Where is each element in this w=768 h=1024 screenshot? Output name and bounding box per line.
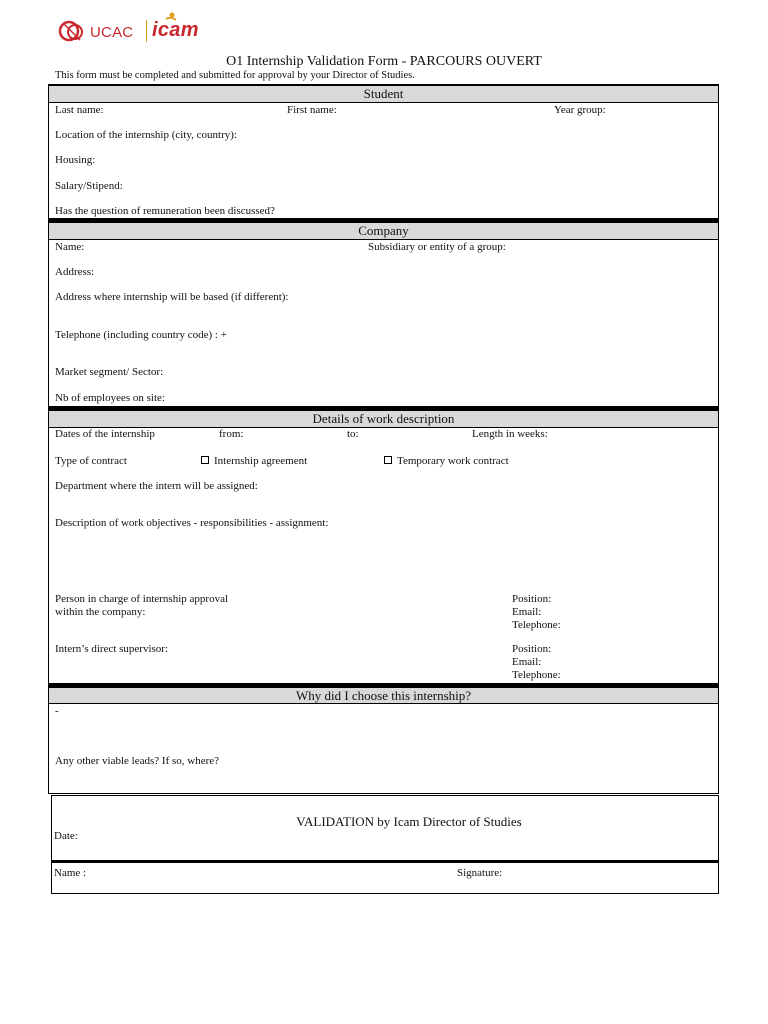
- supervisor-email-field[interactable]: Email:: [512, 656, 542, 668]
- last-name-field[interactable]: Last name:: [55, 104, 104, 116]
- internship-dates-label: Dates of the internship: [55, 428, 155, 440]
- validation-date-field[interactable]: Date:: [54, 830, 78, 842]
- internship-location-field[interactable]: Location of the internship (city, country):: [55, 129, 237, 141]
- salary-field[interactable]: Salary/Stipend:: [55, 180, 123, 192]
- approval-telephone-field[interactable]: Telephone:: [512, 619, 561, 631]
- signature-field[interactable]: Signature:: [457, 867, 503, 879]
- student-section: [48, 84, 719, 219]
- supervisor-field[interactable]: Intern’s direct supervisor:: [55, 643, 169, 655]
- objectives-field[interactable]: Description of work objectives - responsibilities - assignment:: [55, 517, 329, 529]
- contract-type-label: Type of contract: [55, 455, 127, 467]
- housing-field[interactable]: Housing:: [55, 154, 96, 166]
- approval-position-field[interactable]: Position:: [512, 593, 552, 605]
- form-title: O1 Internship Validation Form - PARCOURS OUVERT: [226, 54, 542, 69]
- date-to-field[interactable]: to:: [347, 428, 359, 440]
- internship-address-field[interactable]: Address where internship will be based (if different):: [55, 291, 289, 303]
- company-name-field[interactable]: Name:: [55, 241, 85, 253]
- logo-divider: [146, 20, 147, 42]
- remuneration-field[interactable]: Has the question of remuneration been discussed?: [55, 205, 275, 217]
- logo-ucac-text: UCAC: [90, 24, 134, 41]
- validation-heading: VALIDATION by Icam Director of Studies: [296, 814, 522, 829]
- market-sector-field[interactable]: Market segment/ Sector:: [55, 366, 164, 378]
- logo-icam-text: icam: [152, 19, 199, 41]
- divider: [51, 860, 719, 863]
- ucac-emblem-icon: [58, 14, 88, 48]
- length-weeks-field[interactable]: Length in weeks:: [472, 428, 548, 440]
- internship-agreement-label: Internship agreement: [214, 455, 308, 467]
- internship-agreement-option[interactable]: [201, 455, 307, 467]
- checkbox-icon[interactable]: [201, 456, 209, 464]
- temporary-contract-label: Temporary work contract: [397, 455, 509, 467]
- why-answer-field[interactable]: -: [55, 705, 59, 717]
- work-heading: Details of work description: [49, 410, 718, 428]
- date-from-field[interactable]: from:: [219, 428, 244, 440]
- temporary-contract-option[interactable]: [384, 455, 509, 467]
- supervisor-telephone-field[interactable]: Telephone:: [512, 669, 561, 681]
- validation-name-field[interactable]: Name :: [54, 867, 87, 879]
- approval-person-label: Person in charge of internship approval: [55, 593, 229, 605]
- student-heading: Student: [49, 85, 718, 103]
- company-telephone-field[interactable]: Telephone (including country code) : +: [55, 329, 227, 341]
- validation-section: [51, 795, 719, 894]
- company-address-field[interactable]: Address:: [55, 266, 95, 278]
- subsidiary-field[interactable]: Subsidiary or entity of a group:: [368, 241, 506, 253]
- department-field[interactable]: Department where the intern will be assigned:: [55, 480, 258, 492]
- first-name-field[interactable]: First name:: [287, 104, 337, 116]
- approval-person-field[interactable]: within the company:: [55, 606, 146, 618]
- year-group-field[interactable]: Year group:: [554, 104, 606, 116]
- why-heading: Why did I choose this internship?: [49, 687, 718, 704]
- approval-email-field[interactable]: Email:: [512, 606, 542, 618]
- logo: [58, 14, 218, 48]
- employees-field[interactable]: Nb of employees on site:: [55, 392, 165, 404]
- other-leads-field[interactable]: Any other viable leads? If so, where?: [55, 755, 220, 767]
- company-heading: Company: [49, 222, 718, 240]
- form-subtitle: This form must be completed and submitted for approval by your Director of Studies.: [55, 70, 415, 81]
- checkbox-icon[interactable]: [384, 456, 392, 464]
- supervisor-position-field[interactable]: Position:: [512, 643, 552, 655]
